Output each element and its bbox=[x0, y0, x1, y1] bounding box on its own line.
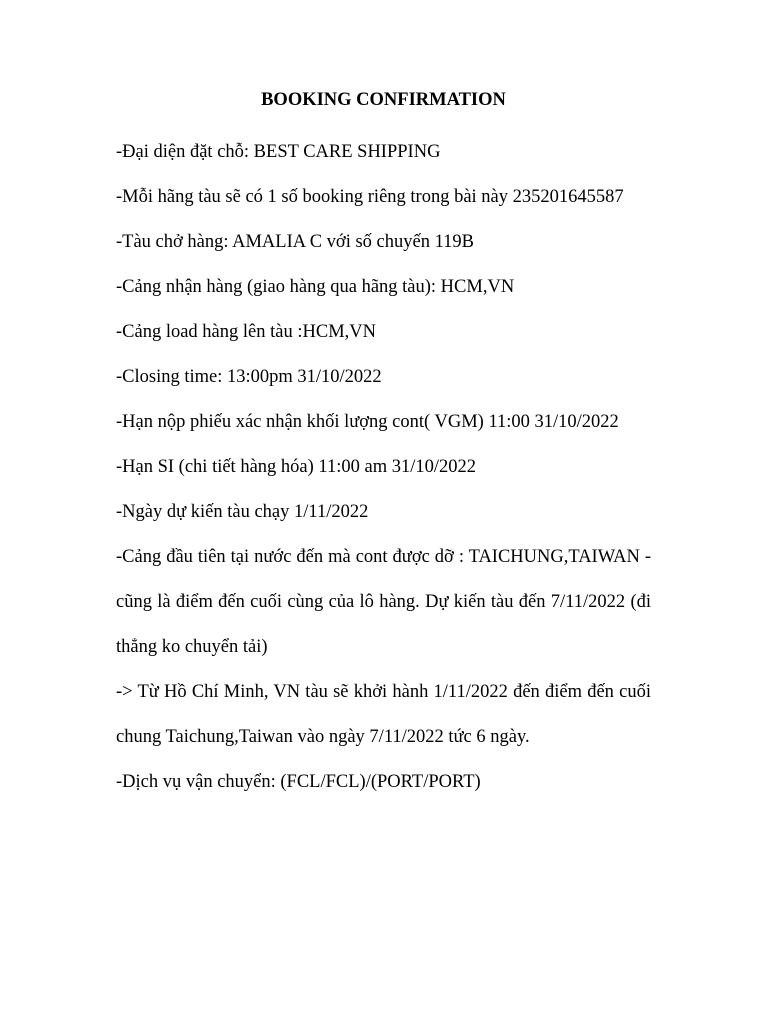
paragraph-closing-time: -Closing time: 13:00pm 31/10/2022 bbox=[116, 367, 382, 387]
paragraph-si-deadline: -Hạn SI (chi tiết hàng hóa) 11:00 am 31/10/2022 bbox=[116, 457, 476, 477]
paragraph-port-of-discharge: -Cảng đầu tiên tại nước đến mà cont được dỡ : TAICHUNG,TAIWAN - cũng là điểm đến cuối cùng của lô hàng. Dự kiến tàu đến 7/11/2022 (đi thẳng ko chuyển tải) bbox=[116, 547, 651, 657]
document-title: BOOKING CONFIRMATION bbox=[261, 90, 506, 110]
paragraph-booking-agent: -Đại diện đặt chỗ: BEST CARE SHIPPING bbox=[116, 142, 441, 162]
document-page bbox=[116, 85, 651, 805]
paragraph-port-of-loading: -Cảng load hàng lên tàu :HCM,VN bbox=[116, 322, 376, 342]
paragraph-booking-number: -Mỗi hãng tàu sẽ có 1 số booking riêng trong bài này 235201645587 bbox=[116, 187, 624, 207]
paragraph-place-of-receipt: -Cảng nhận hàng (giao hàng qua hãng tàu): HCM,VN bbox=[116, 277, 515, 297]
paragraph-transit-summary: -> Từ Hồ Chí Minh, VN tàu sẽ khởi hành 1/11/2022 đến điểm đến cuối chung Taichung,Taiwan vào ngày 7/11/2022 tức 6 ngày. bbox=[116, 682, 651, 747]
paragraph-vessel: -Tàu chở hàng: AMALIA C với số chuyến 119B bbox=[116, 232, 475, 252]
paragraph-vgm-deadline: -Hạn nộp phiếu xác nhận khối lượng cont( VGM) 11:00 31/10/2022 bbox=[116, 412, 619, 432]
paragraph-etd: -Ngày dự kiến tàu chạy 1/11/2022 bbox=[116, 502, 369, 522]
paragraph-service-type: -Dịch vụ vận chuyển: (FCL/FCL)/(PORT/PORT) bbox=[116, 772, 481, 792]
